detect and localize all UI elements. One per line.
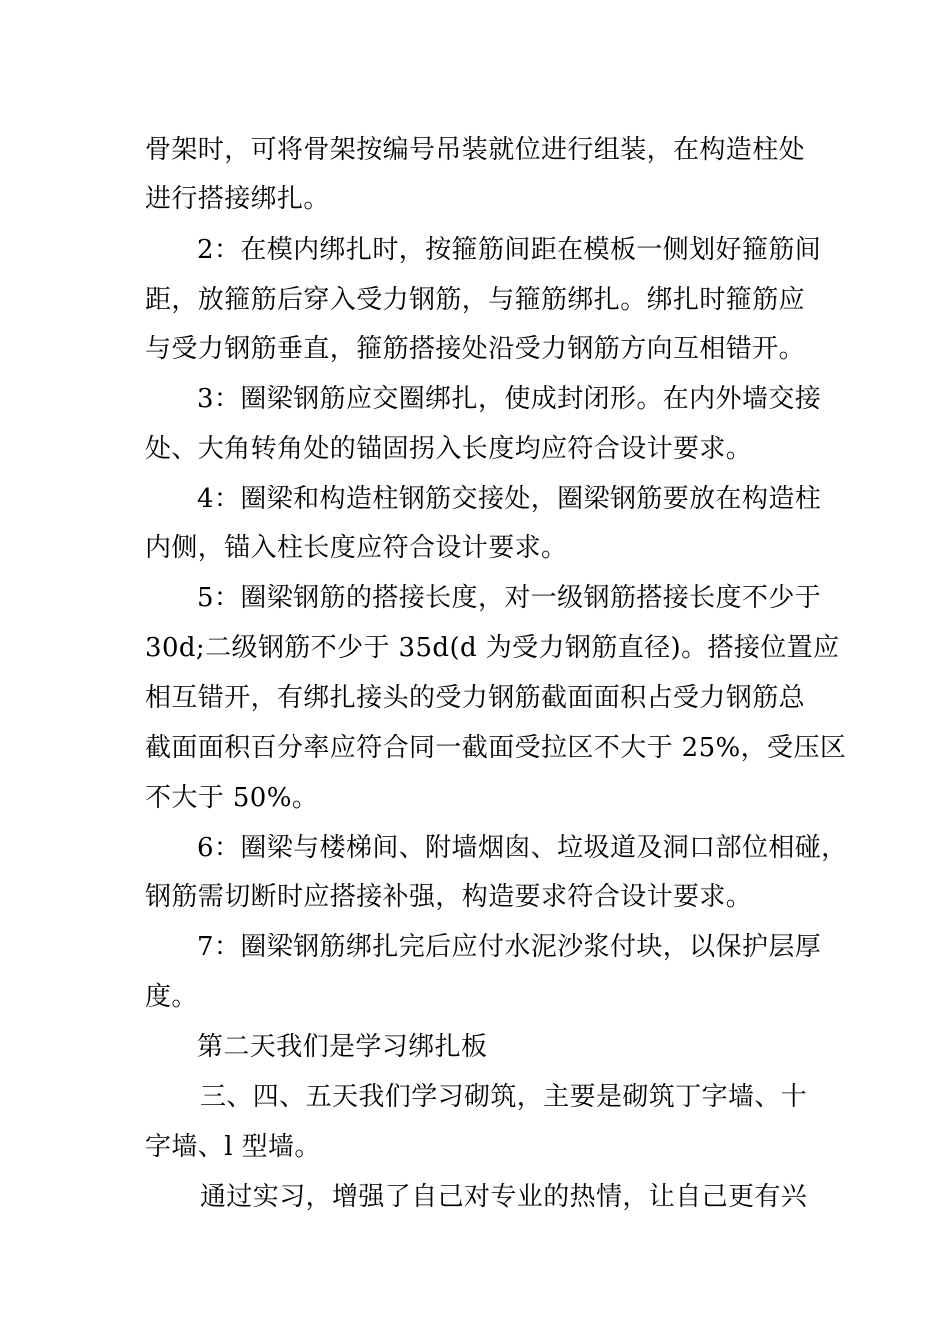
text-line: 字墙、l 型墙。 — [145, 1132, 321, 1162]
text-line: 内侧，锚入柱长度应符合设计要求。 — [145, 533, 568, 563]
text-line: 处、大角转角处的锚固拐入长度均应符合设计要求。 — [145, 434, 753, 464]
text-line: 相互错开，有绑扎接头的受力钢筋截面面积占受力钢筋总 — [145, 683, 806, 713]
text-line: 与受力钢筋垂直，箍筋搭接处沿受力钢筋方向互相错开。 — [145, 334, 806, 364]
text-line: 第二天我们是学习绑扎板 — [197, 1032, 488, 1062]
text-line: 度。 — [145, 982, 198, 1012]
text-line: 距，放箍筋后穿入受力钢筋，与箍筋绑扎。绑扎时箍筋应 — [145, 285, 806, 315]
text-line: 2：在模内绑扎时，按箍筋间距在模板一侧划好箍筋间 — [197, 235, 822, 265]
text-line: 6：圈梁与楼梯间、附墙烟囱、垃圾道及洞口部位相碰， — [197, 833, 848, 863]
text-line: 骨架时，可将骨架按编号吊装就位进行组装，在构造柱处 — [145, 135, 806, 165]
text-line: 截面面积百分率应符合同一截面受拉区不大于 25%，受压区 — [145, 733, 847, 763]
text-line: 不大于 50%。 — [145, 783, 319, 813]
text-line: 通过实习，增强了自己对专业的热情，让自己更有兴 — [200, 1182, 808, 1212]
text-line: 4：圈梁和构造柱钢筋交接处，圈梁钢筋要放在构造柱 — [197, 484, 822, 514]
text-line: 进行搭接绑扎。 — [145, 184, 330, 214]
text-line: 三、四、五天我们学习砌筑，主要是砌筑丁字墙、十 — [200, 1082, 808, 1112]
text-line: 钢筋需切断时应搭接补强，构造要求符合设计要求。 — [145, 882, 753, 912]
text-line: 5：圈梁钢筋的搭接长度，对一级钢筋搭接长度不少于 — [197, 583, 822, 613]
text-line: 30d;二级钢筋不少于 35d(d 为受力钢筋直径)。搭接位置应 — [145, 633, 840, 663]
text-line: 7：圈梁钢筋绑扎完后应付水泥沙浆付块，以保护层厚 — [197, 932, 822, 962]
text-line: 3：圈梁钢筋应交圈绑扎，使成封闭形。在内外墙交接 — [197, 384, 822, 414]
